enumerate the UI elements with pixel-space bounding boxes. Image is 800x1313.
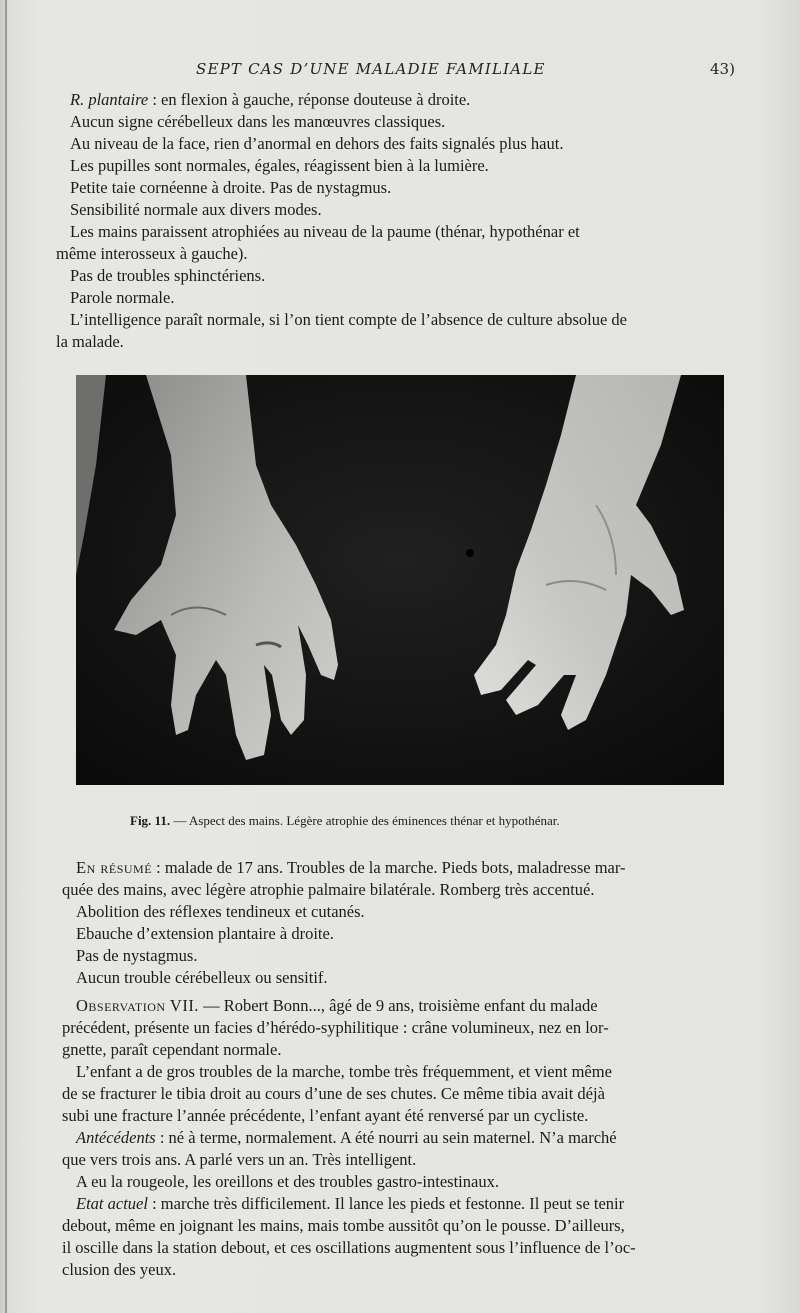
text-line: Observation VII. — Robert Bonn..., âgé de 9 ans, troisième enfant du malade	[76, 996, 598, 1015]
text-line: même interosseux à gauche).	[56, 244, 248, 263]
text-line: que vers trois ans. A parlé vers un an. Très intelligent.	[62, 1150, 417, 1169]
text-line: de se fracturer le tibia droit au cours d’une de ses chutes. Ce même tibia avait déjà	[62, 1084, 605, 1103]
text-line: Petite taie cornéenne à droite. Pas de nystagmus.	[70, 178, 392, 197]
text-line: Aucun trouble cérébelleux ou sensitif.	[76, 968, 328, 987]
text-line: gnette, paraît cependant normale.	[62, 1040, 282, 1059]
text-line: Pas de nystagmus.	[76, 946, 198, 965]
text-line: précédent, présente un facies d’hérédo-syphilitique : crâne volumineux, nez en lor-	[62, 1018, 609, 1037]
page-gutter	[5, 0, 7, 1313]
text-line: A eu la rougeole, les oreillons et des troubles gastro-intestinaux.	[76, 1172, 499, 1191]
text-line: Aucun signe cérébelleux dans les manœuvres classiques.	[70, 112, 446, 131]
text-line: Les pupilles sont normales, égales, réagissent bien à la lumière.	[70, 156, 489, 175]
text-line: L’intelligence paraît normale, si l’on tient compte de l’absence de culture absolue de	[70, 310, 627, 329]
text-line: il oscille dans la station debout, et ces oscillations augmentent sous l’influence de l’oc-	[62, 1238, 636, 1257]
text-line: Abolition des réflexes tendineux et cutanés.	[76, 902, 365, 921]
text-line: subi une fracture l’année précédente, l’enfant ayant été renversé par un cycliste.	[62, 1106, 589, 1125]
text-line: Sensibilité normale aux divers modes.	[70, 200, 322, 219]
text-line: L’enfant a de gros troubles de la marche, tombe très fréquemment, et vient même	[76, 1062, 612, 1081]
figure-number: Fig. 11.	[130, 813, 171, 828]
text-line: la malade.	[56, 332, 124, 351]
hands-photograph	[76, 375, 724, 785]
text-line: Antécédents : né à terme, normalement. A été nourri au sein maternel. N’a marché	[76, 1128, 617, 1147]
text-line: Les mains paraissent atrophiées au niveau de la paume (thénar, hypothénar et	[70, 222, 580, 241]
text-line: R. plantaire : en flexion à gauche, réponse douteuse à droite.	[70, 90, 471, 109]
text-line: Ebauche d’extension plantaire à droite.	[76, 924, 334, 943]
page-number: 43)	[710, 60, 735, 78]
text-line: Parole normale.	[70, 288, 175, 307]
text-line: quée des mains, avec légère atrophie palmaire bilatérale. Romberg très accentué.	[62, 880, 595, 899]
text-line: Etat actuel : marche très difficilement. Il lance les pieds et festonne. Il peut se tenir	[76, 1194, 625, 1213]
text-line: clusion des yeux.	[62, 1260, 177, 1279]
text-line: debout, même en joignant les mains, mais tombe aussitôt qu’on le pousse. D’ailleurs,	[62, 1216, 625, 1235]
text-line: En résumé : malade de 17 ans. Troubles de la marche. Pieds bots, maladresse mar-	[76, 858, 626, 877]
text-line: Pas de troubles sphinctériens.	[70, 266, 266, 285]
running-title: SEPT CAS D’UNE MALADIE FAMILIALE	[196, 60, 546, 78]
figure-caption	[130, 813, 560, 829]
text-line: Au niveau de la face, rien d’anormal en dehors des faits signalés plus haut.	[70, 134, 564, 153]
figure-caption-text: — Aspect des mains. Légère atrophie des éminences thénar et hypothénar.	[170, 813, 560, 828]
